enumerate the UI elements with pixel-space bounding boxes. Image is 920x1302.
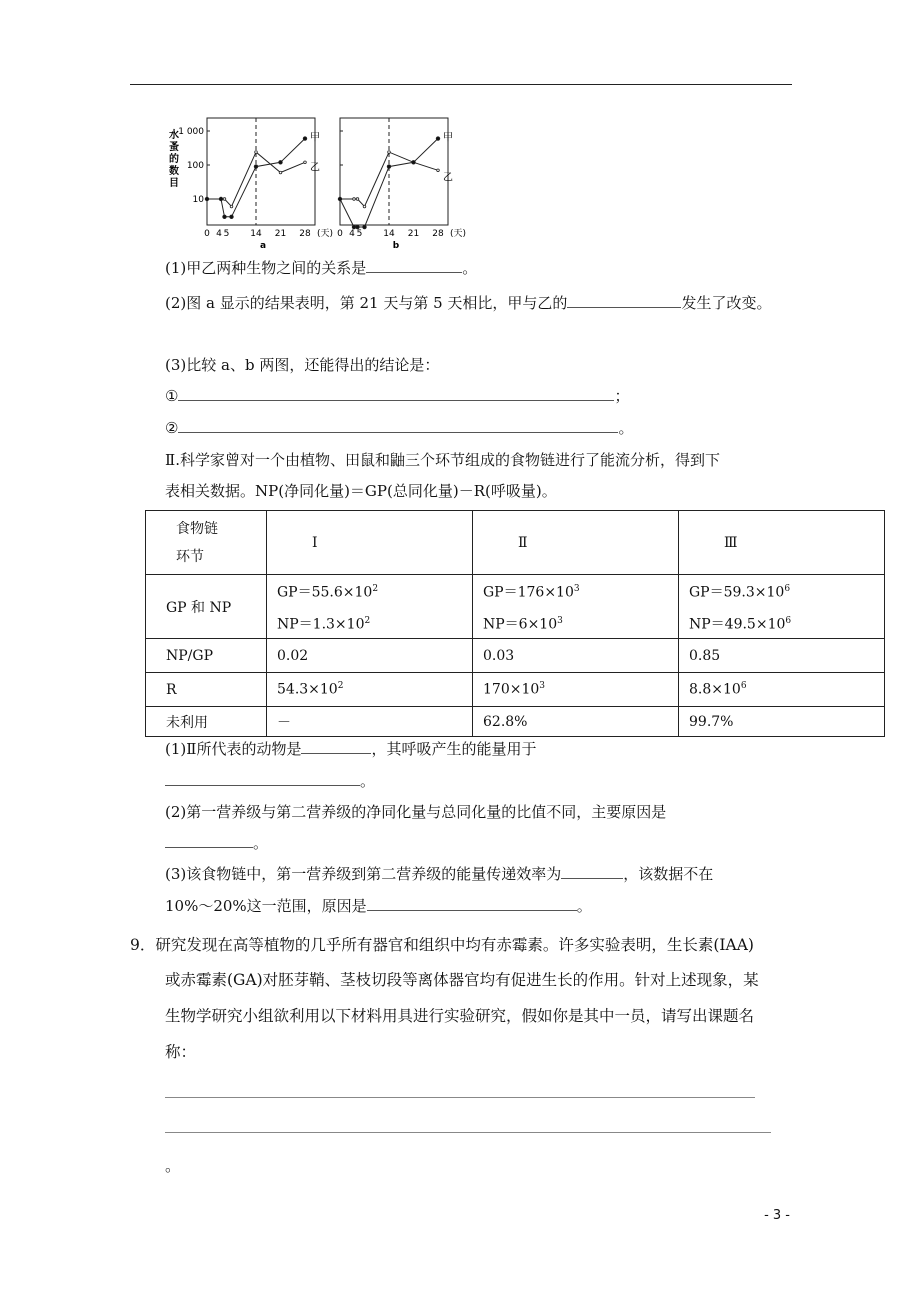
series-label-yi: 乙: [443, 172, 453, 184]
np-value: NP＝49.5×10: [689, 616, 786, 633]
r-exp: 6: [740, 681, 747, 692]
series-yi-point: [388, 151, 391, 154]
q-text: ，该数据不在: [623, 865, 714, 883]
r-value: 8.8×10: [689, 682, 741, 699]
series-jia-point: [352, 225, 356, 229]
conclusion-1-line: [165, 386, 629, 406]
series-label-jia: 甲: [310, 132, 320, 144]
q9-line-2: 或赤霉素(GA)对胚芽鞘、茎枝切段等离体器官均有促进生长的作用。针对上述现象，某: [165, 971, 759, 989]
np-exp: 2: [364, 615, 371, 626]
x-unit-label: (天): [449, 229, 467, 239]
c2-end: 。: [618, 419, 634, 437]
gp-value: GP＝59.3×10: [689, 584, 785, 601]
table-cell: GP 和 NP: [146, 575, 267, 639]
table-row: [146, 707, 885, 737]
table-cell: 99.7%: [679, 707, 885, 737]
c1-end: ；: [614, 387, 630, 405]
conclusion-2-line: [165, 418, 633, 438]
series-yi-point: [230, 205, 233, 208]
answer-blank[interactable]: [301, 739, 371, 754]
question-3-line: (3)比较 a、b 两图，还能得出的结论是：: [165, 356, 440, 374]
x-tick-label: 14: [250, 229, 262, 239]
daphnia-population-chart: [160, 110, 480, 255]
y-axis-label-char: 蚤: [169, 142, 179, 153]
x-unit-label: (天): [316, 229, 334, 239]
table-cell: [267, 673, 473, 707]
q-end: 。: [576, 897, 592, 915]
table-cell: [267, 575, 473, 639]
table-cell: [679, 575, 885, 639]
answer-blank[interactable]: [178, 418, 618, 433]
x-tick-label: 28: [299, 229, 311, 239]
series-yi-point: [353, 198, 356, 201]
series-jia-point: [363, 225, 367, 229]
part2-q2-line: (2)第一营养级与第二营养级的净同化量与总同化量的比值不同，主要原因是: [165, 803, 667, 821]
header-line-2: 环节: [176, 548, 204, 565]
q-text: (1)Ⅱ所代表的动物是: [165, 740, 302, 758]
q9-line-4: 称：: [165, 1043, 197, 1061]
r-exp: 3: [539, 681, 546, 692]
q1-text: (1)甲乙两种生物之间的关系是: [165, 259, 367, 277]
q2-text: (2)图 a 显示的结果表明，第 21 天与第 5 天相比，甲与乙的: [165, 294, 568, 312]
table-cell: 62.8%: [473, 707, 679, 737]
table-row: [146, 639, 885, 673]
series-jia-point: [356, 225, 360, 229]
table-row: [146, 575, 885, 639]
table-row: [146, 511, 885, 575]
x-tick-label: 0: [204, 229, 210, 239]
series-jia-point: [219, 197, 223, 201]
series-jia-point: [412, 161, 416, 165]
gp-value: GP＝176×10: [483, 584, 574, 601]
table-header-cell: Ⅰ: [267, 511, 473, 575]
x-tick-label: 5: [223, 229, 230, 239]
y-axis-label-char: 的: [169, 154, 179, 165]
table-cell: 未利用: [146, 707, 267, 737]
np-value: NP＝1.3×10: [277, 616, 365, 633]
table-cell: 0.03: [473, 639, 679, 673]
table-cell: [473, 575, 679, 639]
question-1-line: [165, 258, 477, 278]
x-tick-label: 4: [349, 229, 355, 239]
gp-exp: 2: [372, 584, 379, 594]
chart-panel-b: [337, 118, 466, 251]
part2-intro-2: 表相关数据。NP(净同化量)＝GP(总同化量)－R(呼吸量)。: [165, 482, 557, 500]
part2-q3-line: [165, 864, 713, 884]
y-tick-label: 10: [192, 195, 204, 205]
series-jia-point: [338, 197, 342, 201]
np-exp: 3: [557, 615, 563, 626]
y-axis-label-char: 数: [169, 166, 179, 177]
series-jia-point: [254, 165, 258, 169]
series-yi-point: [279, 171, 282, 174]
answer-line[interactable]: [165, 1132, 771, 1133]
answer-blank[interactable]: [178, 386, 614, 401]
plot-frame: [340, 118, 448, 225]
x-tick-label: 5: [356, 229, 363, 239]
q2-end: 发生了改变。: [681, 294, 772, 312]
series-jia-point: [223, 215, 227, 219]
table-row: [146, 673, 885, 707]
q9-line-3: 生物学研究小组欲利用以下材料用具进行实验研究，假如你是其中一员，请写出课题名: [165, 1007, 755, 1025]
q-text: (3)该食物链中，第一营养级到第二营养级的能量传递效率为: [165, 865, 562, 883]
y-tick-label: 100: [186, 161, 204, 171]
answer-blank[interactable]: [366, 258, 462, 273]
header-line-1: 食物链: [176, 520, 218, 537]
series-label-jia: 甲: [443, 132, 453, 144]
r-value: 54.3×10: [277, 682, 338, 699]
panel-label: b: [392, 241, 400, 251]
series-yi-point: [437, 169, 440, 172]
y-axis-label: [169, 128, 179, 189]
series-yi-point: [223, 198, 226, 201]
answer-line[interactable]: [165, 1097, 755, 1098]
series-yi-point: [363, 205, 366, 208]
answer-blank[interactable]: [165, 833, 253, 848]
q9-end: 。: [165, 1157, 181, 1175]
part2-q1-cont: [165, 771, 375, 791]
header-rule: [130, 84, 792, 85]
table-cell: R: [146, 673, 267, 707]
series-jia-point: [387, 165, 391, 169]
table-cell: －: [267, 707, 473, 737]
q-end: 。: [360, 772, 376, 790]
gp-exp: 6: [784, 584, 791, 594]
series-jia-point: [230, 215, 234, 219]
part2-intro-1: Ⅱ.科学家曾对一个由植物、田鼠和鼬三个环节组成的食物链进行了能流分析，得到下: [165, 451, 720, 469]
series-jia-point: [303, 137, 307, 141]
chart-panel-a: [178, 118, 333, 251]
r-exp: 2: [337, 681, 344, 692]
series-yi-point: [356, 198, 359, 201]
r-value: 170×10: [483, 682, 540, 699]
q1-end: 。: [462, 259, 478, 277]
q-text: 10%～20%这一范围，原因是: [165, 897, 367, 915]
x-tick-label: 0: [337, 229, 343, 239]
y-tick-label: 1 000: [178, 127, 204, 137]
q-text: ，其呼吸产生的能量用于: [371, 740, 537, 758]
part2-q2-cont: [165, 833, 268, 853]
page-number: - 3 -: [764, 1208, 790, 1223]
part2-q1-line: [165, 739, 536, 759]
gp-exp: 3: [573, 584, 580, 594]
x-tick-label: 4: [216, 229, 222, 239]
table-cell: [473, 673, 679, 707]
series-jia-point: [205, 197, 209, 201]
table-header-cell: [146, 511, 267, 575]
table-header-cell: Ⅲ: [679, 511, 885, 575]
part2-q3-cont: [165, 896, 592, 916]
question-2-line: [165, 293, 771, 313]
series-jia-point: [279, 161, 283, 165]
y-axis-label-char: 目: [169, 178, 179, 189]
answer-blank[interactable]: [561, 864, 623, 879]
circle-1: ①: [165, 387, 179, 405]
x-tick-label: 21: [274, 229, 287, 239]
x-tick-label: 14: [383, 229, 395, 239]
gp-value: GP＝55.6×10: [277, 584, 373, 601]
answer-blank[interactable]: [165, 771, 360, 786]
q-end: 。: [253, 834, 269, 852]
series-label-yi: 乙: [310, 162, 320, 174]
series-yi-point: [304, 161, 307, 164]
x-tick-label: 21: [407, 229, 420, 239]
series-yi-point: [255, 151, 258, 154]
x-tick-label: 28: [432, 229, 444, 239]
energy-flow-table: [145, 510, 885, 737]
y-axis-label-char: 水: [169, 130, 179, 141]
table-cell: 0.85: [679, 639, 885, 673]
table-cell: NP/GP: [146, 639, 267, 673]
np-value: NP＝6×10: [483, 616, 558, 633]
series-jia-point: [436, 137, 440, 141]
answer-blank[interactable]: [367, 896, 577, 911]
q9-line-1: 9．研究发现在高等植物的几乎所有器官和组织中均有赤霉素。许多实验表明，生长素(IAA): [130, 936, 754, 954]
answer-blank[interactable]: [567, 293, 681, 308]
table-cell: [679, 673, 885, 707]
table-cell: 0.02: [267, 639, 473, 673]
table-header-cell: Ⅱ: [473, 511, 679, 575]
np-exp: 6: [785, 615, 792, 626]
panel-label: a: [259, 241, 267, 251]
circle-2: ②: [165, 419, 179, 437]
